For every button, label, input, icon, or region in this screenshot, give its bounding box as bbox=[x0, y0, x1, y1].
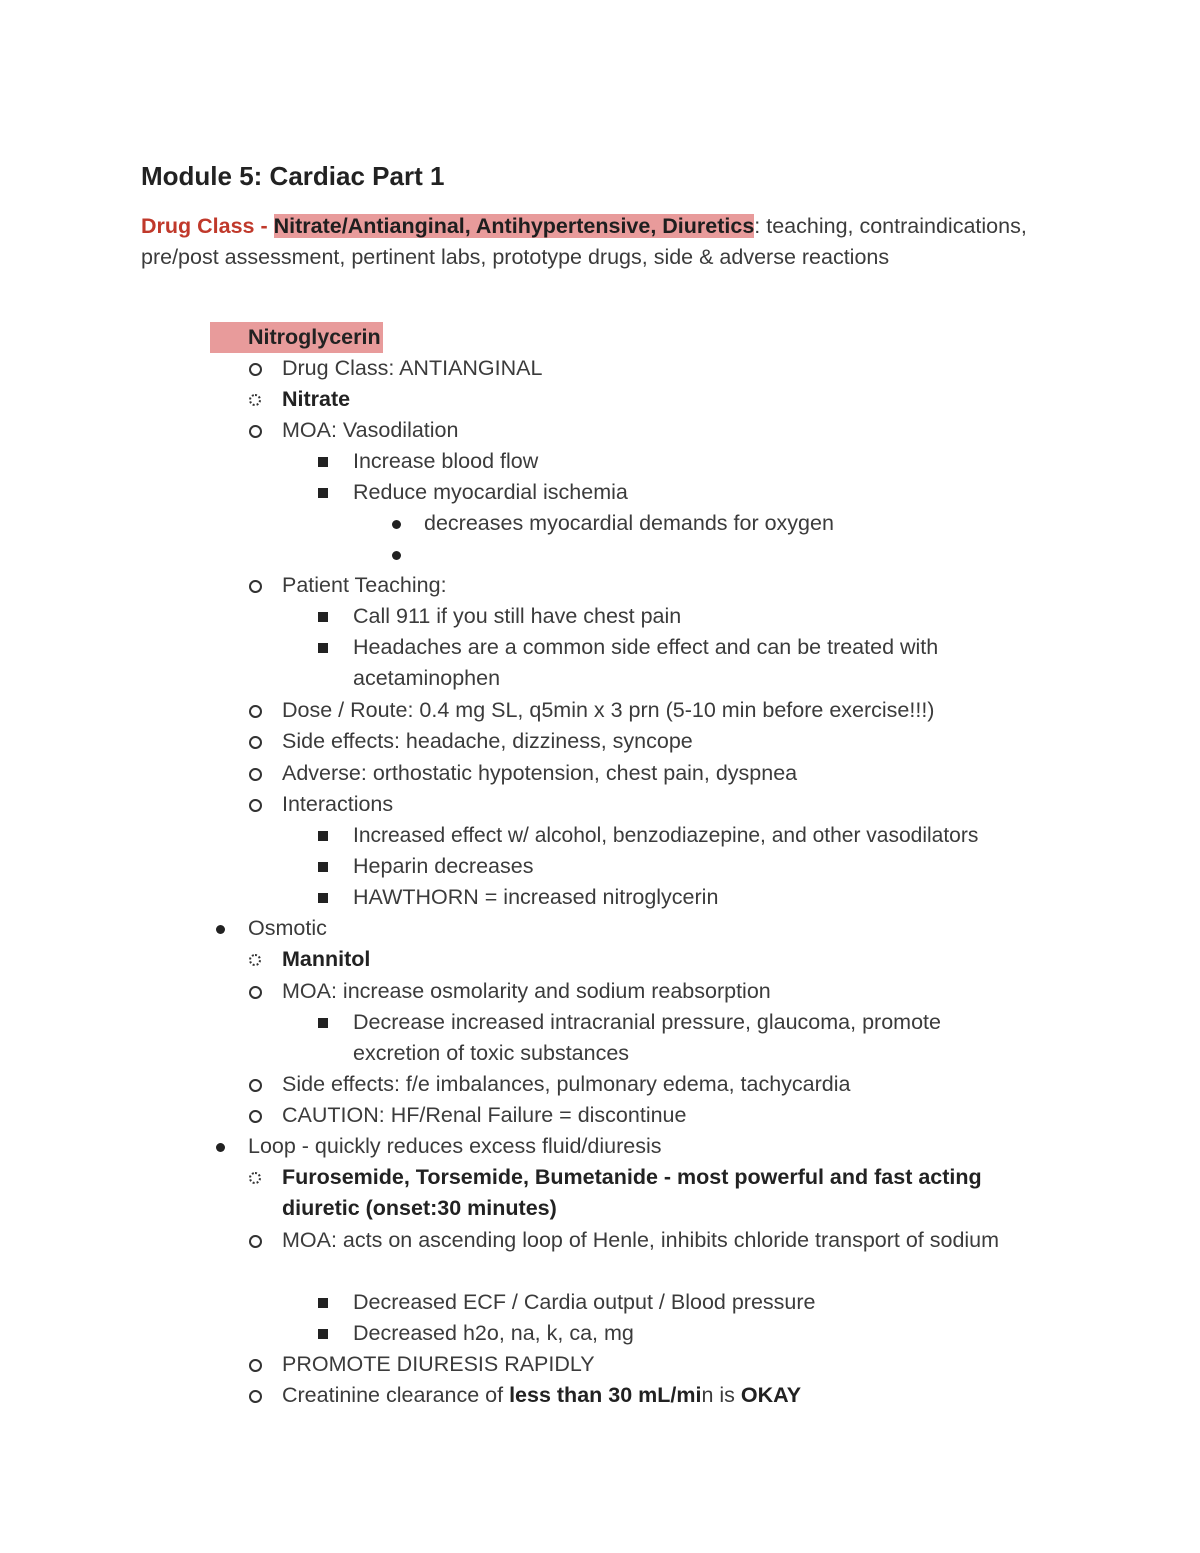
list-item-text: Dose / Route: 0.4 mg SL, q5min x 3 prn (5-10 min before exercise!!!) bbox=[282, 698, 935, 722]
list-item-text: Heparin decreases bbox=[353, 854, 534, 878]
list-item-text: Furosemide, Torsemide, Bumetanide - most powerful and fast acting diuretic (onset:30 minutes) bbox=[282, 1165, 982, 1221]
circle-bullet-icon bbox=[245, 1069, 265, 1103]
drug-class-highlight: Nitrate/Antianginal, Antihypertensive, Diuretics bbox=[273, 214, 755, 238]
list-item-text: MOA: acts on ascending loop of Henle, inhibits chloride transport of sodium bbox=[282, 1228, 1000, 1252]
list-item-text: MOA: Vasodilation bbox=[282, 418, 459, 442]
intro-rest: : teaching, contraindications, pre/post assessment, pertinent labs, prototype drugs, side & adverse reactions bbox=[141, 214, 1027, 270]
intro-paragraph bbox=[141, 211, 1071, 273]
list-item-text: Decreased h2o, na, k, ca, mg bbox=[353, 1321, 634, 1345]
list-item-text: PROMOTE DIURESIS RAPIDLY bbox=[282, 1352, 595, 1376]
list-item-text: Call 911 if you still have chest pain bbox=[353, 604, 682, 628]
list-item-text: Increased effect w/ alcohol, benzodiazepine, and other vasodilators bbox=[353, 824, 979, 847]
drug-class-label: Drug Class bbox=[141, 214, 255, 238]
bullet-icon bbox=[386, 539, 406, 571]
list-item-text: Drug Class: ANTIANGINAL bbox=[282, 356, 543, 380]
bullet-icon bbox=[210, 1131, 230, 1163]
circle-bullet-icon bbox=[245, 758, 265, 792]
circle-bullet-icon bbox=[245, 353, 265, 387]
loop-heading: Loop - quickly reduces excess fluid/diuresis bbox=[248, 1134, 662, 1158]
square-bullet-icon bbox=[313, 882, 333, 914]
list-item-text: decreases myocardial demands for oxygen bbox=[424, 511, 834, 535]
drug-class-separator: - bbox=[254, 214, 274, 238]
list-item-text: Side effects: headache, dizziness, syncope bbox=[282, 729, 693, 753]
circle-bullet-icon bbox=[245, 976, 265, 1010]
list-item-text: Nitrate bbox=[282, 387, 351, 411]
list-item-text: Reduce myocardial ischemia bbox=[353, 480, 628, 504]
creatinine-text-mid: n is bbox=[701, 1383, 741, 1407]
square-bullet-icon bbox=[313, 446, 333, 478]
circle-bullet-icon bbox=[245, 415, 265, 449]
list-item-text: Side effects: f/e imbalances, pulmonary edema, tachycardia bbox=[282, 1072, 851, 1096]
list-item-text: Mannitol bbox=[282, 947, 371, 971]
square-bullet-icon bbox=[313, 1318, 333, 1350]
nitroglycerin-heading: Nitroglycerin bbox=[210, 322, 383, 353]
osmotic-heading: Osmotic bbox=[248, 916, 327, 940]
dotted-circle-bullet-icon bbox=[245, 384, 265, 417]
page-title: Module 5: Cardiac Part 1 bbox=[141, 161, 445, 191]
bullet-icon bbox=[386, 508, 406, 540]
circle-bullet-icon bbox=[245, 1225, 265, 1259]
square-bullet-icon bbox=[313, 601, 333, 633]
circle-bullet-icon bbox=[245, 726, 265, 760]
creatinine-okay: OKAY bbox=[740, 1383, 802, 1407]
list-item-text: MOA: increase osmolarity and sodium reabsorption bbox=[282, 979, 771, 1003]
square-bullet-icon bbox=[313, 632, 333, 664]
list-item-text: Decrease increased intracranial pressure, glaucoma, promote excretion of toxic substances bbox=[353, 1010, 941, 1066]
circle-bullet-icon bbox=[245, 570, 265, 604]
list-item-text: Adverse: orthostatic hypotension, chest pain, dyspnea bbox=[282, 761, 798, 785]
square-bullet-icon bbox=[313, 477, 333, 509]
list-item-text: Headaches are a common side effect and can be treated with acetaminophen bbox=[353, 635, 939, 691]
circle-bullet-icon bbox=[245, 1349, 265, 1383]
square-bullet-icon bbox=[313, 1287, 333, 1319]
circle-bullet-icon bbox=[245, 1380, 265, 1414]
list-item-text: Interactions bbox=[282, 792, 394, 816]
circle-bullet-icon bbox=[245, 695, 265, 729]
square-bullet-icon bbox=[313, 851, 333, 883]
square-bullet-icon bbox=[313, 1007, 333, 1039]
square-bullet-icon bbox=[313, 820, 333, 852]
list-item-text: HAWTHORN = increased nitroglycerin bbox=[353, 885, 719, 909]
dotted-circle-bullet-icon bbox=[245, 944, 265, 977]
list-item-text: Increase blood flow bbox=[353, 449, 539, 473]
list-item-text: Decreased ECF / Cardia output / Blood pressure bbox=[353, 1290, 816, 1314]
creatinine-bold: less than 30 mL/mi bbox=[509, 1383, 702, 1407]
dotted-circle-bullet-icon bbox=[245, 1162, 265, 1195]
circle-bullet-icon bbox=[245, 1100, 265, 1134]
bullet-icon bbox=[210, 913, 230, 945]
circle-bullet-icon bbox=[245, 789, 265, 823]
list-item-text: Patient Teaching: bbox=[282, 573, 447, 597]
list-item-text: CAUTION: HF/Renal Failure = discontinue bbox=[282, 1103, 687, 1127]
list-item-text bbox=[282, 1380, 1072, 1411]
creatinine-text: Creatinine clearance of bbox=[282, 1383, 510, 1407]
